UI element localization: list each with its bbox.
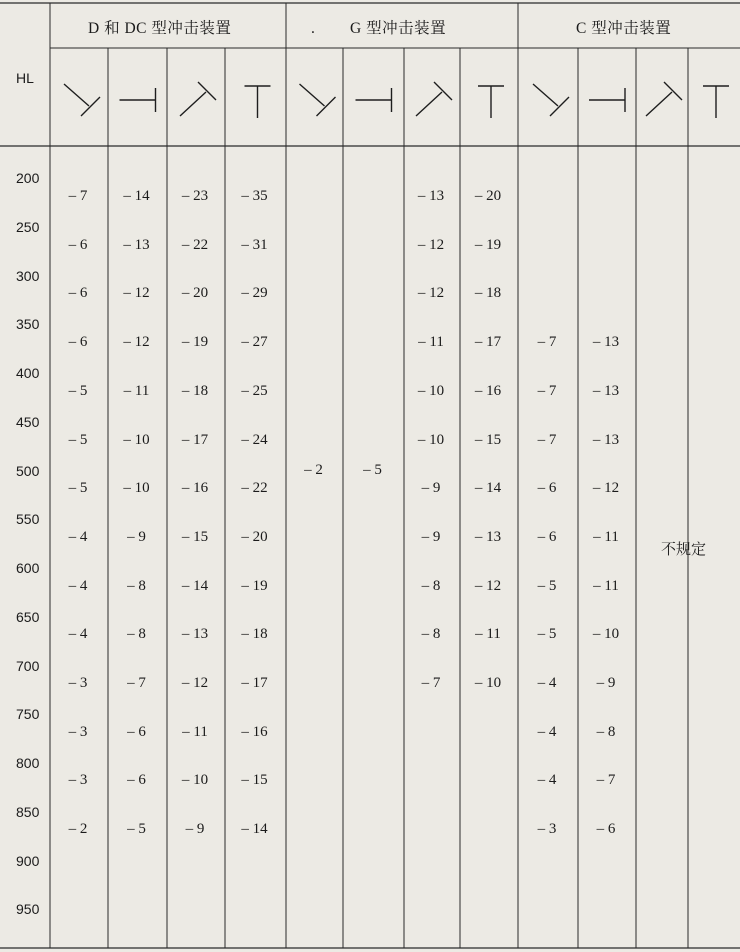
table-cell: – 7 [537,431,557,448]
table-cell: – 5 [363,461,382,478]
row-label-hl: 900 [16,852,40,869]
table-cell: – 4 [68,626,88,643]
impact-direction-down-slant-icon [64,84,100,116]
row-label-hl: 450 [16,413,40,430]
table-cell: – 5 [68,431,88,448]
table-cell: – 14 [474,480,502,497]
impact-direction-up-vertical-icon [245,86,271,118]
table-cell: – 13 [592,334,620,351]
table-cell: – 12 [181,675,209,691]
table-cell: – 9 [185,821,205,838]
impact-direction-down-slant-icon [300,84,336,116]
table-cell: – 5 [68,382,88,399]
table-cell: – 3 [68,723,88,740]
table-cell: – 8 [127,577,146,594]
table-cell: – 12 [123,285,150,302]
table-cell: – 3 [537,821,557,838]
table-cell: – 23 [181,188,209,204]
table-cell: – 10 [123,480,150,497]
row-label-hl: 200 [16,170,40,186]
table-cell: – 5 [68,480,88,497]
table-cell: – 7 [68,188,88,204]
table-cell: – 5 [127,821,146,838]
table-cell: – 4 [537,772,557,789]
corner-label-hl: HL [16,70,34,86]
impact-direction-horizontal-icon [589,88,625,112]
row-label-hl: 950 [16,901,40,918]
table-cell: – 16 [181,480,209,497]
table-cell: – 7 [537,382,557,399]
row-label-hl: 400 [16,365,40,381]
table-cell: – 14 [123,188,150,204]
table-cell: – 13 [123,236,150,253]
table-cell: – 25 [241,382,268,399]
table-cell: – 27 [241,334,268,351]
table-cell: – 4 [537,675,557,691]
table-cell: – 8 [127,626,146,643]
row-label-hl: 300 [16,267,40,284]
impact-direction-up-vertical-icon [703,86,729,118]
table-cell: – 6 [68,236,88,253]
table-cell: – 3 [68,675,88,691]
table-cell: – 19 [474,236,502,253]
impact-direction-up-slant-icon [646,82,682,116]
table-cell: – 4 [68,577,88,594]
table-cell: – 13 [417,188,445,204]
table-cell: – 4 [537,723,557,740]
table-cell: – 10 [417,382,445,399]
group-header-g: G 型冲击装置 [350,20,447,37]
table-cell: – 35 [241,188,268,204]
table-cell: – 18 [181,382,209,399]
row-label-hl: 350 [16,316,40,333]
table-cell: – 17 [474,334,502,351]
table-cell: – 6 [537,528,557,545]
table-cell: – 14 [241,821,268,838]
table-cell: – 12 [123,334,150,351]
table-cell: – 10 [474,675,502,691]
table-cell: – 10 [123,431,150,448]
table-cell: – 5 [537,577,557,594]
table-cell: – 19 [241,577,268,594]
row-label-hl: 750 [16,706,40,723]
table-cell: – 6 [537,480,557,497]
impact-direction-horizontal-icon [120,88,156,112]
table-cell: – 20 [181,285,209,302]
table-cell: – 9 [421,480,441,497]
table-cell: – 9 [421,528,441,545]
table-cell: – 17 [241,675,268,691]
table-cell: – 9 [596,675,616,691]
table-cell: – 11 [182,723,208,740]
table-cell: – 11 [593,577,619,594]
table-cell: – 10 [417,431,445,448]
table-cell: – 17 [181,431,209,448]
table-cell: – 24 [241,431,268,448]
row-label-hl: 850 [16,803,40,820]
row-label-hl: 650 [16,608,40,625]
table-cell: – 3 [68,772,88,789]
table-cell: – 7 [596,772,616,789]
table-cell: – 11 [593,528,619,545]
table-cell: – 5 [537,626,557,643]
table-cell: – 6 [596,821,616,838]
table-cell: – 7 [421,675,441,691]
table-cell: – 13 [181,626,209,643]
table-cell: – 15 [181,528,209,545]
table-cell: – 7 [537,334,557,351]
row-label-hl: 800 [16,755,40,771]
table-cell: – 9 [127,528,146,545]
row-label-hl: 700 [16,657,40,674]
table-cell: – 6 [68,285,88,302]
table-cell: – 14 [181,577,209,594]
table-cell: – 18 [241,626,268,643]
table-cell: – 2 [304,461,323,478]
table-cell: – 19 [181,334,209,351]
table-cell: – 16 [241,723,268,740]
table-cell: – 20 [474,188,502,204]
impact-direction-down-slant-icon [533,84,569,116]
table-cell: – 2 [68,821,88,838]
table-cell: – 29 [241,285,268,302]
group-header-c: C 型冲击装置 [576,20,672,37]
table-cell: – 11 [418,334,444,351]
table-cell: – 15 [474,431,502,448]
table-cell: – 10 [181,772,209,789]
table-cell: – 13 [474,528,502,545]
table-cell: – 12 [592,480,620,497]
table-cell: – 4 [68,528,88,545]
table-cell: – 7 [127,675,146,691]
row-label-hl: 500 [16,462,40,479]
table-cell: – 16 [474,382,502,399]
table-cell: – 11 [475,626,501,643]
impact-direction-up-slant-icon [416,82,452,116]
table-cell: – 8 [421,577,441,594]
table-cell: – 31 [241,236,268,253]
table-cell: – 10 [592,626,620,643]
table-cell: – 12 [474,577,502,594]
table-cell: – 11 [123,382,150,399]
table-cell: – 6 [127,772,146,789]
row-label-hl: 250 [16,218,40,235]
table-cell: – 20 [241,528,268,545]
table-cell: – 12 [417,236,445,253]
table-cell: – 13 [592,382,620,399]
table-cell: – 8 [596,723,616,740]
table-cell: – 13 [592,431,620,448]
table-cell: – 6 [68,334,88,351]
table-cell: – 18 [474,285,502,302]
table-cell: – 22 [241,480,268,497]
impact-direction-up-vertical-icon [478,86,504,118]
table-cell: – 8 [421,626,441,643]
table-cell: – 12 [417,285,445,302]
group-header-d-dc: D 和 DC 型冲击装置 [88,20,232,37]
row-label-hl: 600 [16,560,40,576]
impact-direction-up-slant-icon [180,82,216,116]
row-label-hl: 550 [16,511,40,528]
not-specified-note: 不规定 [661,542,707,558]
table-cell: – 22 [181,236,209,253]
table-cell: – 6 [127,723,146,740]
group-header-dot: . [311,20,316,37]
table-cell: – 15 [241,772,268,789]
impact-direction-horizontal-icon [356,88,392,112]
